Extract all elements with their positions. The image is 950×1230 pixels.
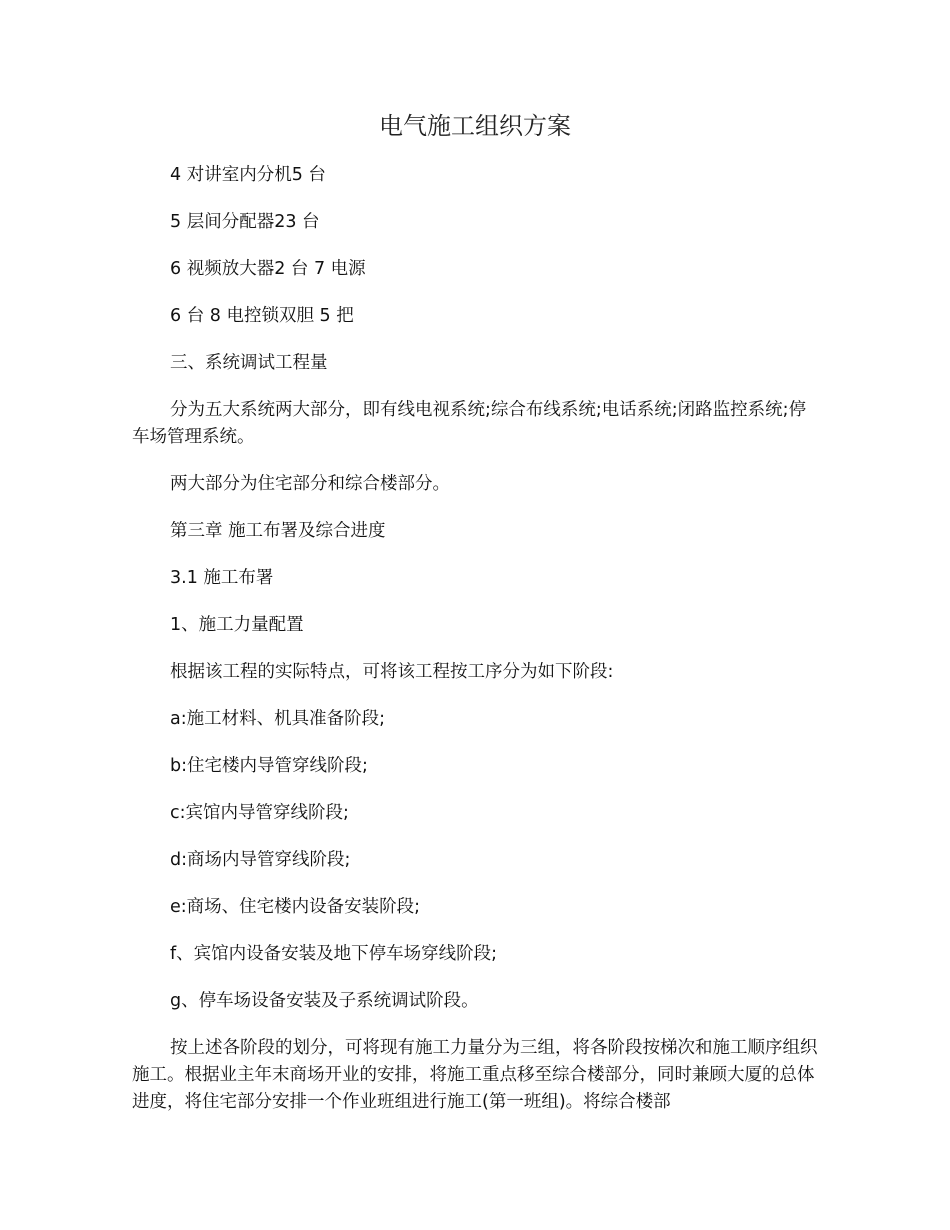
paragraph: 两大部分为住宅部分和综合楼部分。 <box>170 474 450 494</box>
equipment-name: 4 对讲室内分机 <box>170 165 292 185</box>
equipment-name: 5 层间分配器 <box>170 212 275 232</box>
equipment-line-intercom <box>132 162 822 189</box>
equipment-quantity: 双胆 5 把 <box>278 306 354 326</box>
equipment-line-lock <box>132 303 822 330</box>
section-heading: 三、系统调试工程量 <box>170 353 328 373</box>
paragraph: 根据该工程的实际特点，可将该工程按工序分为如下阶段: <box>170 662 614 682</box>
item-heading: 1、施工力量配置 <box>170 615 304 635</box>
stage-item: d:商场内导管穿线阶段; <box>170 850 351 870</box>
stage-item: f、宾馆内设备安装及地下停车场穿线阶段; <box>170 944 498 964</box>
paragraph: 分为五大系统两大部分，即有线电视系统;综合布线系统;电话系统;闭路监控系统;停车场管理系统。 <box>132 400 807 447</box>
equipment-line-amplifier <box>132 256 822 283</box>
paragraph: 按上述各阶段的划分，可将现有施工力量分为三组，将各阶段按梯次和施工顺序组织施工。根据业主年末商场开业的安排，将施工重点移至综合楼部分，同时兼顾大厦的总体进度，将住宅部分安排一个作业班组进行施工(第一班组)。将综合楼部 <box>132 1038 818 1112</box>
equipment-quantity: 2 台 7 电源 <box>274 259 366 279</box>
document-body <box>132 162 822 1136</box>
equipment-line-splitter <box>132 209 822 236</box>
equipment-name: 6 台 8 电控锁 <box>170 306 279 326</box>
equipment-quantity: 5 台 <box>291 165 326 185</box>
chapter-heading: 第三章 施工布署及综合进度 <box>170 521 386 541</box>
equipment-name: 6 视频放大器 <box>170 259 275 279</box>
stage-item: a:施工材料、机具准备阶段; <box>170 709 386 729</box>
stage-item: g、停车场设备安装及子系统调试阶段。 <box>170 991 479 1011</box>
subsection-heading: 3.1 施工布署 <box>170 568 274 588</box>
document-title: 电气施工组织方案 <box>379 112 571 140</box>
stage-item: b:住宅楼内导管穿线阶段; <box>170 756 368 776</box>
stage-item: e:商场、住宅楼内设备安装阶段; <box>170 897 421 917</box>
stage-item: c:宾馆内导管穿线阶段; <box>170 803 349 823</box>
equipment-quantity: 23 台 <box>274 212 320 232</box>
